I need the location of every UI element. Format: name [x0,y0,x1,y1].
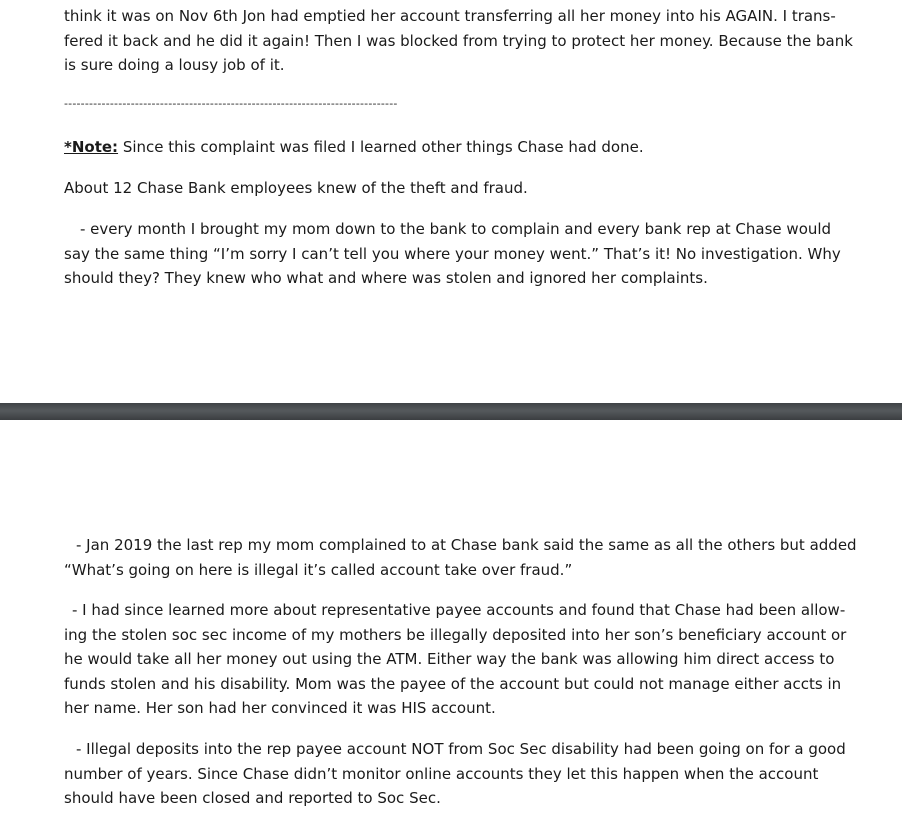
text-line: he would take all her money out using the ATM. Either way the bank was allowing him direct access to [64,650,835,669]
note-text: Since this complaint was filed I learned other things Chase had done. [118,138,644,156]
paragraph-account-emptied [64,4,853,78]
note-label: *Note: [64,138,119,156]
bullet-illegal-deposits [64,737,846,811]
text-line: is sure doing a lousy job of it. [64,56,285,75]
text-line: say the same thing “I’m sorry I can’t tell you where your money went.” That’s it! No investigation. Why [64,244,841,263]
dashed-divider: -------------------------------------------------------------------------------- [64,97,398,110]
text-line: think it was on Nov 6th Jon had emptied her account transferring all her money into his AGAIN. I trans- [64,7,836,25]
text-line: - every month I brought my mom down to the bank to complain and every bank rep at Chase would [80,220,832,238]
bullet-rep-payee [64,598,847,721]
text-line: - Jan 2019 the last rep my mom complained to at Chase bank said the same as all the others but added [76,536,857,554]
note-paragraph [64,135,824,160]
bullet-jan-2019 [64,533,857,582]
document-page-bottom [0,420,902,822]
text-line: funds stolen and his disability. Mom was the payee of the account but could not manage either accts in [64,674,842,693]
text-line: ing the stolen soc sec income of my mothers be illegally deposited into her son’s beneficiary account or [64,625,847,644]
text-line: - Illegal deposits into the rep payee account NOT from Soc Sec disability had been going on for a good [76,740,846,758]
page-separator [0,403,902,420]
text-line: fered it back and he did it again! Then I was blocked from trying to protect her money. Because the bank [64,31,853,50]
bullet-every-month [64,217,841,291]
employees-paragraph [64,176,824,201]
text-line: number of years. Since Chase didn’t monitor online accounts they let this happen when the account [64,764,819,783]
note-line [64,135,824,160]
text-line: should have been closed and reported to Soc Sec. [64,789,441,808]
text-line: should they? They knew who what and where was stolen and ignored her complaints. [64,269,708,288]
text-line: her name. Her son had her convinced it was HIS account. [64,699,496,718]
text-line: About 12 Chase Bank employees knew of the theft and fraud. [64,179,528,197]
document-page-top [0,0,902,403]
text-line: - I had since learned more about representative payee accounts and found that Chase had been allow- [72,601,846,619]
text-line: “What’s going on here is illegal it’s called account take over fraud.” [64,560,573,579]
